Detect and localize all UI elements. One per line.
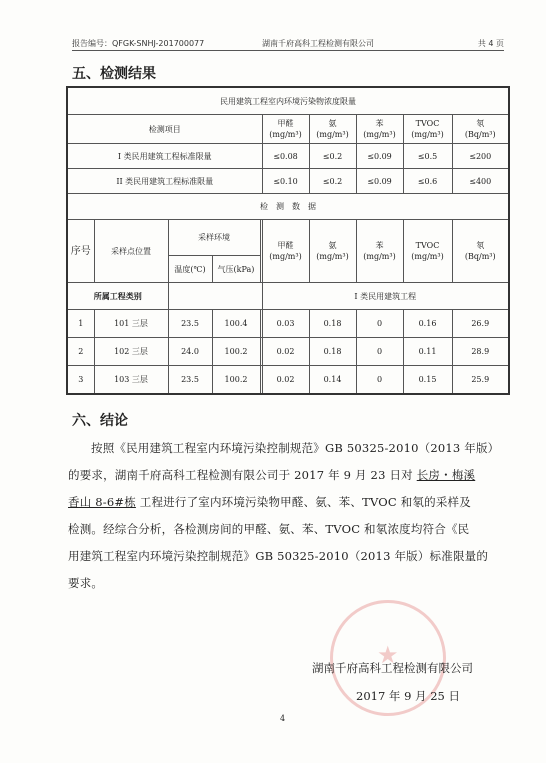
table-row: 3 103 三层 23.5 100.2 0.02 0.14 0 0.15 25.9 (67, 366, 509, 395)
pollutant-header: 甲醛 (mg/m³) (262, 220, 309, 283)
pollutant-header: TVOC (mg/m³) (403, 220, 452, 283)
section-title-conclusion: 六、结论 (72, 413, 128, 429)
page-number: 4 (280, 714, 286, 723)
pollutant-header: 甲醛 (mg/m³) (262, 115, 309, 144)
category-value: I 类民用建筑工程 (262, 283, 509, 310)
col-seq: 序号 (67, 220, 94, 283)
signature-company: 湖南千府高科工程检测有限公司 (312, 661, 473, 675)
pollutant-header: 苯 (mg/m³) (356, 115, 403, 144)
table-row: 2 102 三层 24.0 100.2 0.02 0.18 0 0.11 28.9 (67, 338, 509, 366)
limit-row: I 类民用建筑工程标准限量 ≤0.08 ≤0.2 ≤0.09 ≤0.5 ≤200 (67, 144, 509, 169)
results-table (66, 86, 510, 395)
pollutant-header: 氡 (Bq/m³) (452, 115, 509, 144)
col-temp: 温度(℃) (168, 256, 212, 283)
report-number: 报告编号：QFGK-SNHJ-201700077 (72, 39, 205, 48)
pollutant-header: 苯 (mg/m³) (356, 220, 403, 283)
header-company: 湖南千府高科工程检测有限公司 (262, 39, 374, 48)
company-seal: ★ (330, 600, 446, 716)
pollutant-header: 氨 (mg/m³) (309, 115, 356, 144)
category-label: 所属工程类别 (67, 283, 168, 310)
table-row: 1 101 三层 23.5 100.4 0.03 0.18 0 0.16 26.9 (67, 310, 509, 338)
signature-date: 2017 年 9 月 25 日 (356, 689, 460, 703)
project-name: 长房・梅溪 (416, 468, 476, 482)
project-building: 香山 8-6#栋 (68, 495, 136, 509)
col-press: 气压(kPa) (212, 256, 260, 283)
pollutant-header: 氨 (mg/m³) (309, 220, 356, 283)
col-env: 采样环境 (168, 220, 260, 256)
data-header: 检 测 数 据 (67, 194, 509, 220)
pollutant-header: TVOC (mg/m³) (403, 115, 452, 144)
pollutant-header: 氡 (Bq/m³) (452, 220, 509, 283)
col-location: 采样点位置 (94, 220, 168, 283)
section-title-results: 五、检测结果 (72, 66, 156, 82)
limit-row: II 类民用建筑工程标准限量 ≤0.10 ≤0.2 ≤0.09 ≤0.6 ≤400 (67, 169, 509, 194)
page-header (72, 36, 504, 51)
page-count: 共 4 页 (477, 39, 504, 48)
conclusion-text: 按照《民用建筑工程室内环境污染控制规范》GB 50325-2010（2013 年版） 的要求，湖南千府高科工程检测有限公司于 2017 年 9 月 23 日对 长房・梅溪 香山 8-6#栋 工程进行了室内环境污染物甲醛、氨、苯、TVOC 和氡的采样及 检测。经综合分析，各检测房间的甲醛、氨、苯、TVOC 和氡浓度均符合《民 用建筑工程室内环境污染控制规范》GB 50325-2010（2013 年版）标准限量的 要求。 (68, 441, 500, 590)
item-header: 检测项目 (67, 115, 262, 144)
table-caption: 民用建筑工程室内环境污染物浓度限量 (67, 87, 509, 115)
